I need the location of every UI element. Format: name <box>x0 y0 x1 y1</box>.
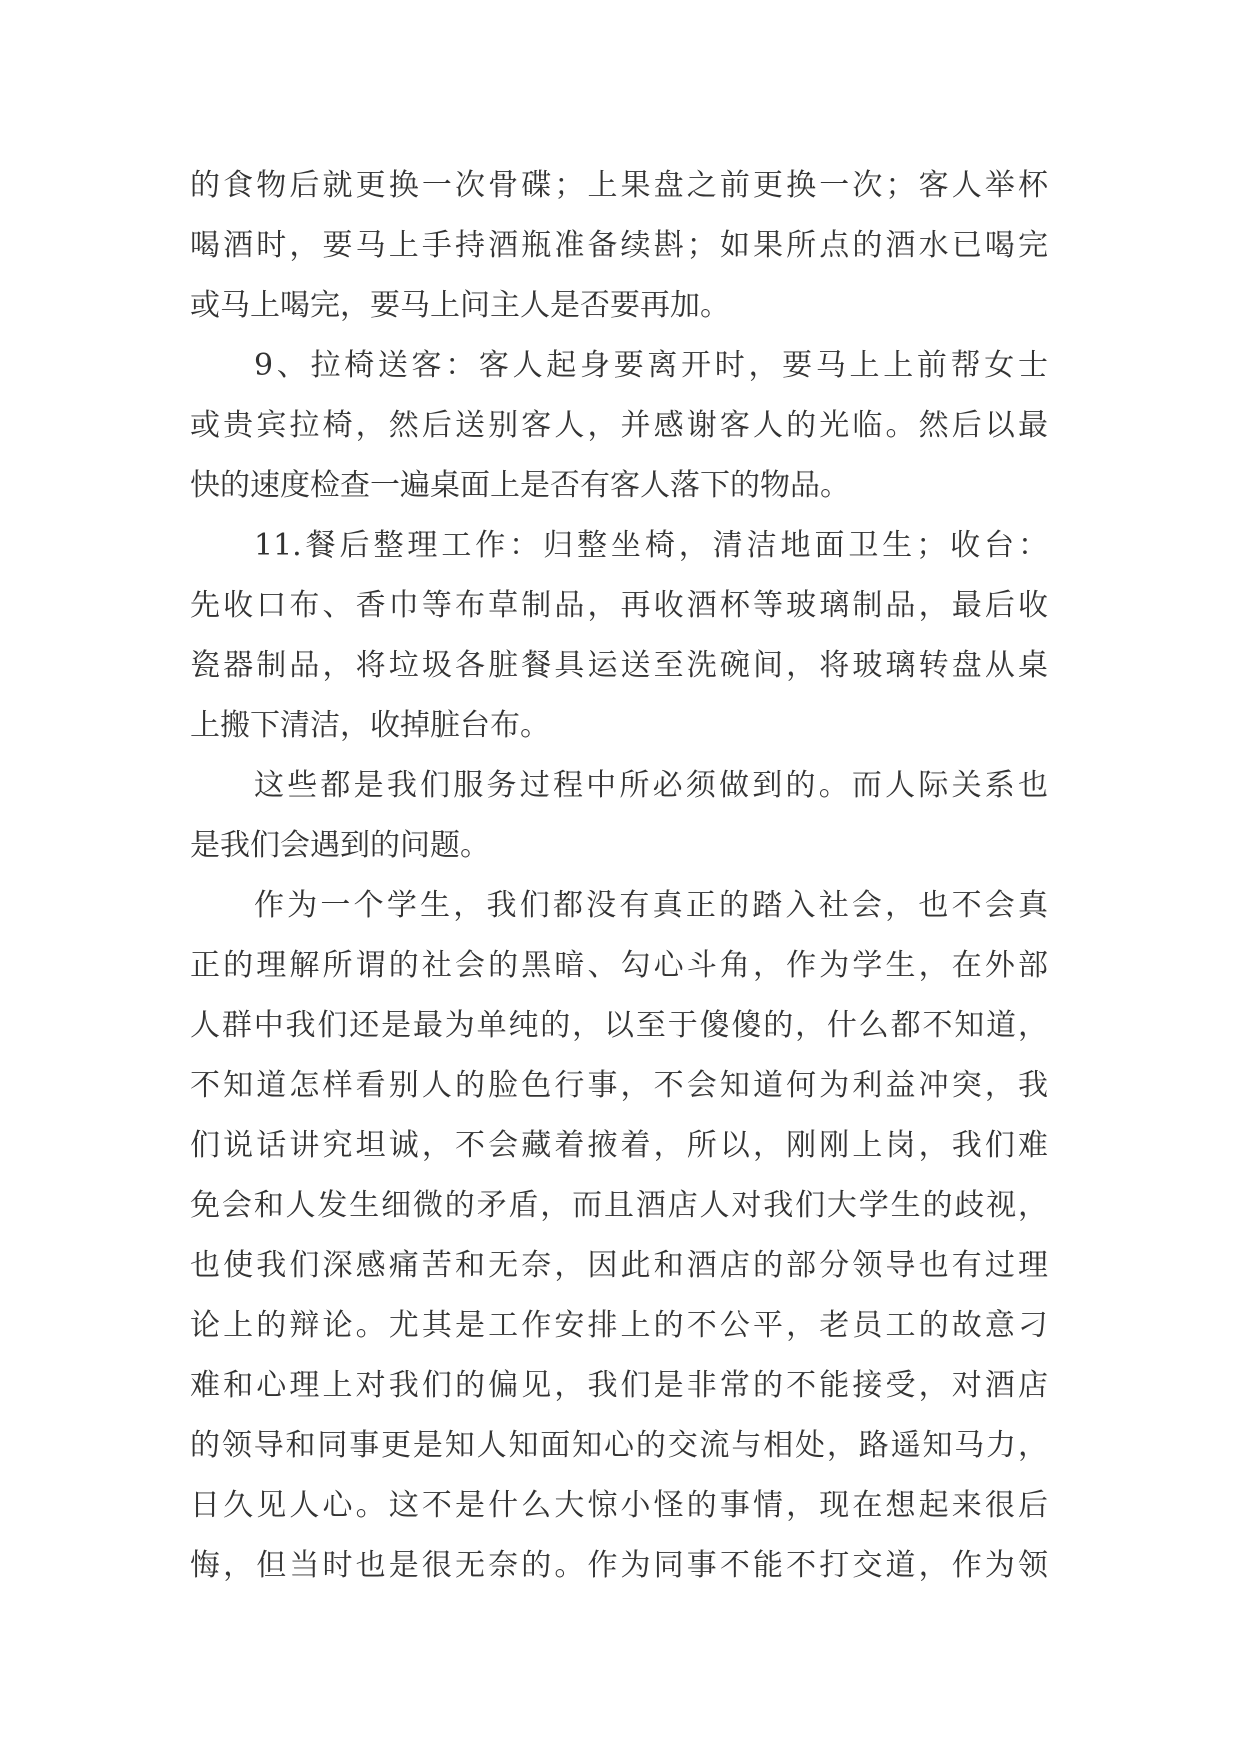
text-line: 作为一个学生，我们都没有真正的踏入社会，也不会真 <box>254 888 1048 923</box>
text-line: 11.餐后整理工作：归整坐椅，清洁地面卫生；收台： <box>254 528 1048 563</box>
text-line: 的领导和同事更是知人知面知心的交流与相处，路遥知马力， <box>190 1428 1048 1463</box>
text-line: 快的速度检查一遍桌面上是否有客人落下的物品。 <box>190 468 850 503</box>
text-line: 喝酒时，要马上手持酒瓶准备续斟；如果所点的酒水已喝完 <box>190 228 1048 263</box>
text-line: 这些都是我们服务过程中所必须做到的。而人际关系也 <box>254 768 1048 803</box>
text-line: 是我们会遇到的问题。 <box>190 828 490 863</box>
text-line: 也使我们深感痛苦和无奈，因此和酒店的部分领导也有过理 <box>190 1248 1048 1283</box>
text-line: 论上的辩论。尤其是工作安排上的不公平，老员工的故意刁 <box>190 1308 1048 1343</box>
text-line: 正的理解所谓的社会的黑暗、勾心斗角，作为学生，在外部 <box>190 948 1048 983</box>
text-line: 或贵宾拉椅，然后送别客人，并感谢客人的光临。然后以最 <box>190 408 1048 443</box>
body-text <box>190 156 1048 1596</box>
text-line: 悔，但当时也是很无奈的。作为同事不能不打交道，作为领 <box>190 1548 1048 1583</box>
text-line: 先收口布、香巾等布草制品，再收酒杯等玻璃制品，最后收 <box>190 588 1048 623</box>
text-line: 的食物后就更换一次骨碟；上果盘之前更换一次；客人举杯 <box>190 168 1048 203</box>
text-line: 9、拉椅送客：客人起身要离开时，要马上上前帮女士 <box>254 348 1048 383</box>
text-line: 瓷器制品，将垃圾各脏餐具运送至洗碗间，将玻璃转盘从桌 <box>190 648 1048 683</box>
text-line: 们说话讲究坦诚，不会藏着掖着，所以，刚刚上岗，我们难 <box>190 1128 1048 1163</box>
text-line: 难和心理上对我们的偏见，我们是非常的不能接受，对酒店 <box>190 1368 1048 1403</box>
text-line: 日久见人心。这不是什么大惊小怪的事情，现在想起来很后 <box>190 1488 1048 1523</box>
text-line: 上搬下清洁，收掉脏台布。 <box>190 708 550 743</box>
text-line: 免会和人发生细微的矛盾，而且酒店人对我们大学生的歧视， <box>190 1188 1048 1223</box>
text-line: 不知道怎样看别人的脸色行事，不会知道何为利益冲突，我 <box>190 1068 1048 1103</box>
text-line: 人群中我们还是最为单纯的，以至于傻傻的，什么都不知道， <box>190 1008 1048 1043</box>
text-line: 或马上喝完，要马上问主人是否要再加。 <box>190 288 730 323</box>
